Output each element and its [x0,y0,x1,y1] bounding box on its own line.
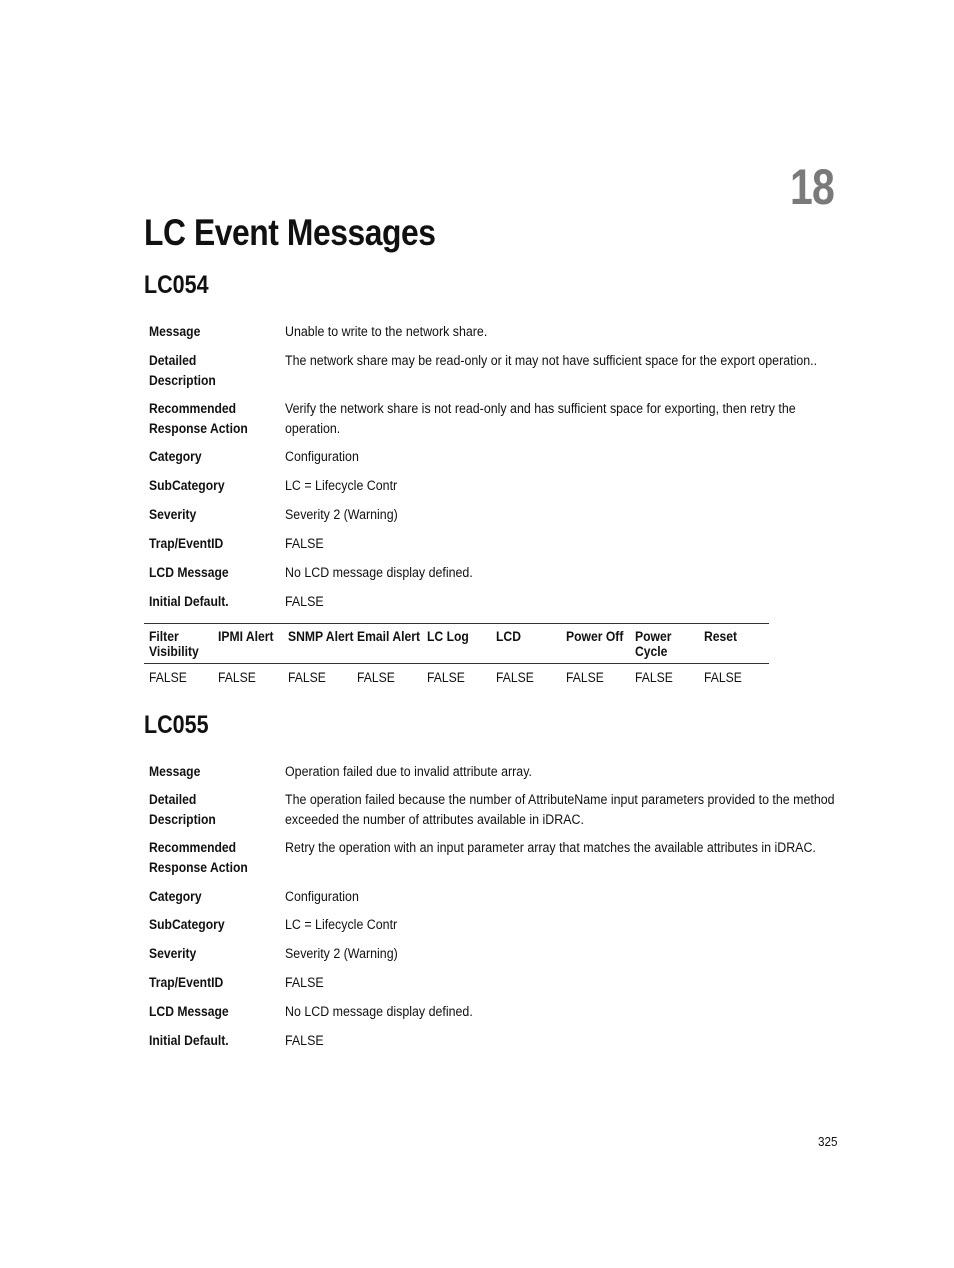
detail-key: Initial Default. [149,1033,229,1048]
flags-header-cell: SNMP Alert [288,629,354,644]
detail-value: The operation failed because the number of AttributeName input parameters provided to the method exceeded the number of attributes available in iDRAC. [285,792,835,827]
detail-key: LCD Message [149,565,229,580]
detail-value: Severity 2 (Warning) [285,507,398,522]
flags-value-cell: FALSE [218,670,256,685]
detail-value: LC = Lifecycle Contr [285,917,398,932]
detail-key: Trap/EventID [149,975,224,990]
page-title: LC Event Messages [144,212,436,253]
detail-key: Message [149,324,201,339]
detail-key: LCD Message [149,1004,229,1019]
detail-key: Category [149,889,202,904]
detail-key: Trap/EventID [149,536,224,551]
detail-key: SubCategory [149,917,225,932]
detail-value: Configuration [285,889,359,904]
detail-key: Severity [149,946,197,961]
alert-flags-table [144,623,769,694]
flags-value-cell: FALSE [357,670,395,685]
page-number: 325 [818,1134,838,1149]
detail-key: Severity [149,507,197,522]
detail-value: Configuration [285,449,359,464]
flags-value-cell: FALSE [427,670,465,685]
flags-value-cell: FALSE [635,670,673,685]
flags-value-cell: FALSE [704,670,742,685]
detail-value: The network share may be read-only or it may not have sufficient space for the export operation.. [285,353,818,368]
detail-key: Recommended Response Action [149,401,248,436]
detail-key: Initial Default. [149,594,229,609]
detail-key: SubCategory [149,478,225,493]
detail-key: Category [149,449,202,464]
detail-key: Message [149,764,201,779]
detail-key: Detailed Description [149,353,216,388]
flags-header-cell: Email Alert [357,629,421,644]
flags-header-cell: Reset [704,629,738,644]
flags-header-cell: IPMI Alert [218,629,274,644]
detail-value: FALSE [285,975,324,990]
flags-value-cell: FALSE [288,670,326,685]
detail-value: No LCD message display defined. [285,1004,473,1019]
flags-header-cell: LC Log [427,629,469,644]
detail-value: FALSE [285,1033,324,1048]
detail-key: Detailed Description [149,792,216,827]
flags-header-cell: LCD [496,629,521,644]
flags-value-cell: FALSE [496,670,534,685]
alert-flags-value-row [144,664,769,694]
detail-value: FALSE [285,594,324,609]
detail-value: Severity 2 (Warning) [285,946,398,961]
section-title-lc054: LC054 [144,271,209,299]
flags-header-cell: Power Cycle [635,629,672,659]
chapter-number: 18 [790,159,834,215]
flags-value-cell: FALSE [566,670,604,685]
detail-value: LC = Lifecycle Contr [285,478,398,493]
detail-value: FALSE [285,536,324,551]
detail-value: Retry the operation with an input parameter array that matches the available attributes in iDRAC. [285,840,816,855]
flags-header-cell: Power Off [566,629,624,644]
detail-key: Recommended Response Action [149,840,248,875]
alert-flags-header-row [144,624,769,664]
section-title-lc055: LC055 [144,711,209,739]
flags-header-cell: Filter Visibility [149,629,199,659]
detail-value: Verify the network share is not read-only and has sufficient space for exporting, then retry the operation. [285,401,796,436]
detail-value: Unable to write to the network share. [285,324,488,339]
detail-value: Operation failed due to invalid attribute array. [285,764,532,779]
flags-value-cell: FALSE [149,670,187,685]
detail-value: No LCD message display defined. [285,565,473,580]
